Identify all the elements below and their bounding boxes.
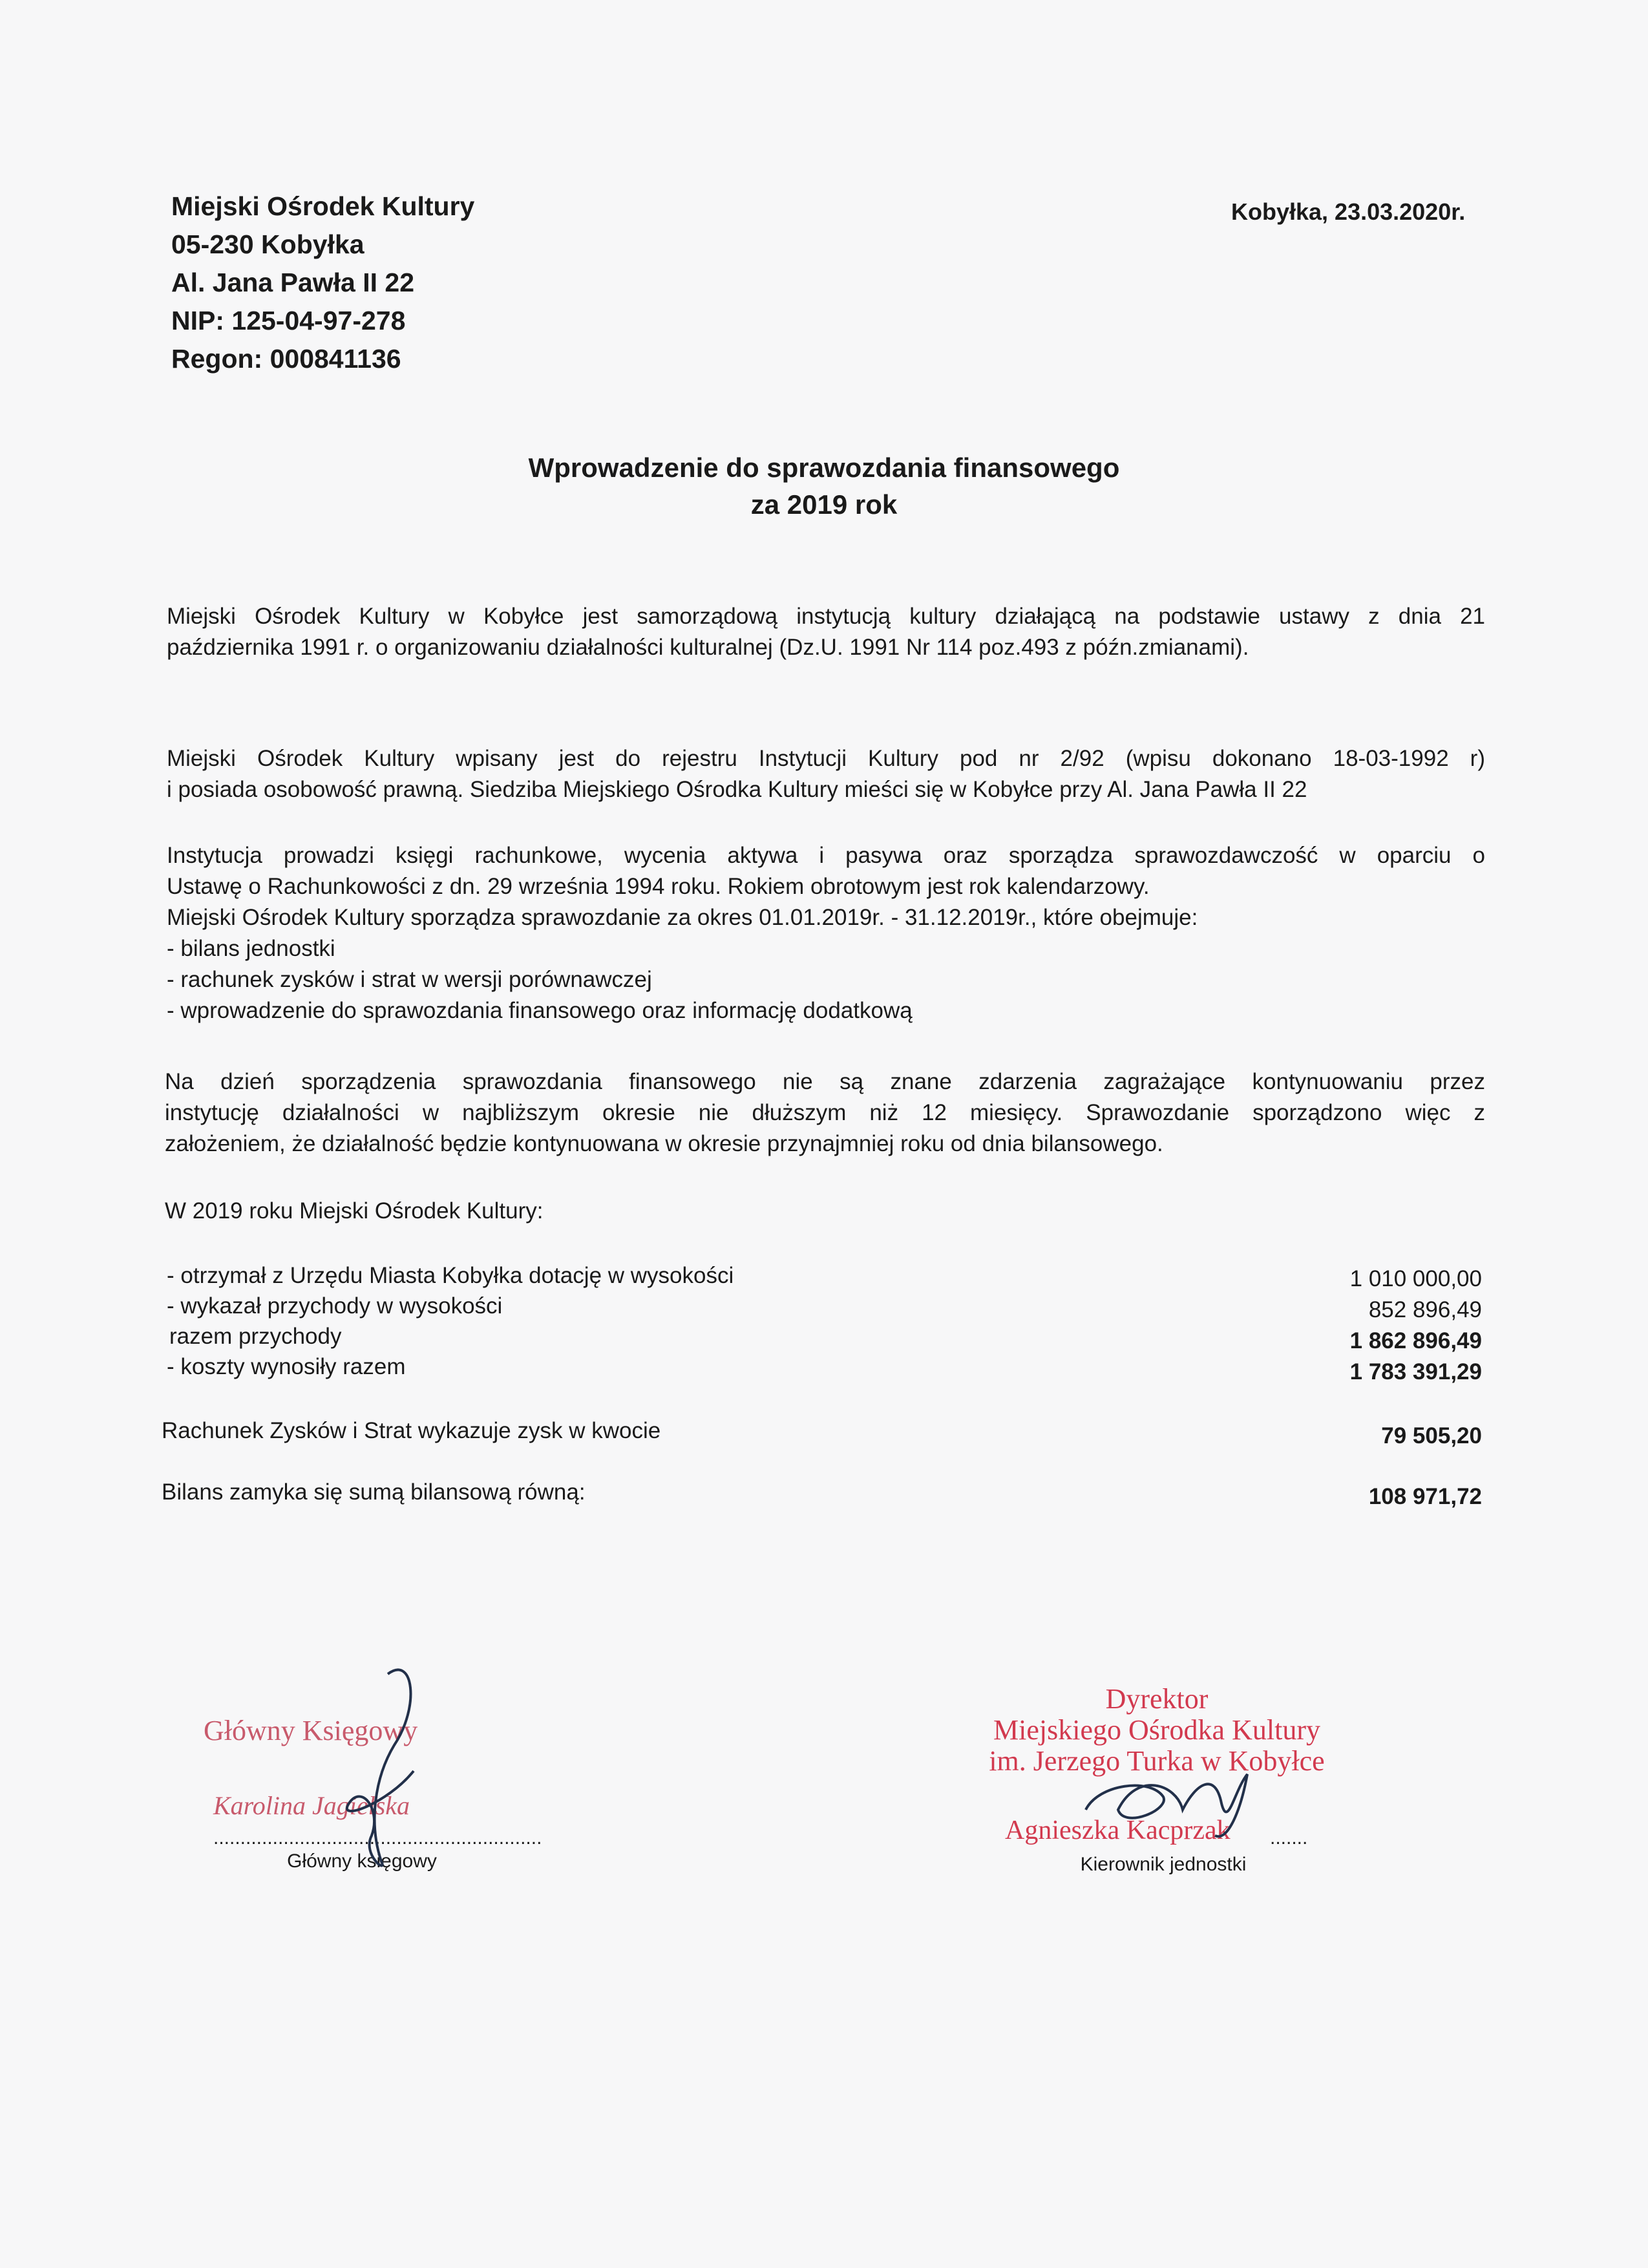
chief-accountant-stamp-title: Główny Księgowy <box>204 1715 418 1746</box>
paragraph-line: Na dzień sporządzenia sprawozdania finansowego nie są znane zdarzenia zagrażające kontynuowaniu przez <box>165 1069 1485 1094</box>
list-item: - wprowadzenie do sprawozdania finansowego oraz informację dodatkową <box>167 998 913 1023</box>
financial-row-value: 1 862 896,49 <box>1349 1328 1482 1353</box>
list-item: - rachunek zysków i strat w wersji porównawczej <box>167 967 652 992</box>
org-street: Al. Jana Pawła II 22 <box>171 268 415 297</box>
paragraph-line: założeniem, że działalność będzie kontynuowana w okresie przynajmniej roku od dnia bilansowego. <box>165 1131 1163 1156</box>
paragraph-line: Instytucja prowadzi księgi rachunkowe, wycenia aktywa i pasywa oraz sporządza sprawozdawczość w oparciu o <box>167 843 1485 868</box>
paragraph-line: Miejski Ośrodek Kultury w Kobyłce jest samorządową instytucją kultury działającą na podstawie ustawy z dnia 21 <box>167 604 1485 629</box>
title-line-1: Wprowadzenie do sprawozdania finansowego <box>528 452 1120 483</box>
list-item: - bilans jednostki <box>167 936 335 961</box>
org-name: Miejski Ośrodek Kultury <box>171 191 475 221</box>
profit-label: Rachunek Zysków i Strat wykazuje zysk w kwocie <box>162 1418 661 1443</box>
financial-row-value: 1 783 391,29 <box>1349 1359 1482 1384</box>
org-nip: NIP: 125-04-97-278 <box>171 306 406 335</box>
financial-row-label: razem przychody <box>169 1324 342 1349</box>
chief-accountant-stamp-name: Karolina Jagielska <box>213 1791 410 1820</box>
signature-dotted-line: ............................................................. <box>213 1827 542 1849</box>
profit-value: 79 505,20 <box>1381 1423 1482 1448</box>
chief-accountant-caption: Główny księgowy <box>287 1850 437 1872</box>
paragraph-line: instytucję działalności w najbliższym okresie nie dłuższym niż 12 miesięcy. Sprawozdanie sporządzono więc z <box>165 1100 1485 1125</box>
paragraph-line: i posiada osobowość prawną. Siedziba Miejskiego Ośrodka Kultury mieści się w Kobyłce przy Al. Jana Pawła II 22 <box>167 777 1307 802</box>
financial-row-label: - koszty wynosiły razem <box>167 1354 406 1379</box>
balance-value: 108 971,72 <box>1368 1484 1482 1509</box>
balance-label: Bilans zamyka się sumą bilansową równą: <box>162 1479 586 1505</box>
paragraph-line: Ustawę o Rachunkowości z dn. 29 września 1994 roku. Rokiem obrotowym jest rok kalendarzowy. <box>167 874 1150 899</box>
paragraph-line: Miejski Ośrodek Kultury wpisany jest do rejestru Instytucji Kultury pod nr 2/92 (wpisu dokonano 18-03-1992 r) <box>167 746 1485 771</box>
place-date: Kobyłka, 23.03.2020r. <box>1231 198 1466 225</box>
financial-row-value: 1 010 000,00 <box>1349 1266 1482 1291</box>
director-caption: Kierownik jednostki <box>1080 1854 1247 1875</box>
paragraph-line: Miejski Ośrodek Kultury sporządza sprawozdanie za okres 01.01.2019r. - 31.12.2019r., które obejmuje: <box>167 905 1198 930</box>
accountant-signature <box>347 1669 414 1865</box>
director-stamp-name: Agnieszka Kacprzak <box>1005 1816 1231 1845</box>
org-regon: Regon: 000841136 <box>171 344 401 374</box>
director-stamp-patron: im. Jerzego Turka w Kobyłce <box>989 1745 1325 1777</box>
title-line-2: za 2019 rok <box>750 489 898 520</box>
signature-dotted-line: ....... <box>1270 1827 1308 1849</box>
director-signature <box>1086 1774 1247 1836</box>
org-postal: 05-230 Kobyłka <box>171 229 364 259</box>
financial-row-label: - wykazał przychody w wysokości <box>167 1293 503 1319</box>
paragraph-5: W 2019 roku Miejski Ośrodek Kultury: <box>165 1198 544 1224</box>
financial-row-label: - otrzymał z Urzędu Miasta Kobyłka dotację w wysokości <box>167 1263 734 1288</box>
paragraph-line: października 1991 r. o organizowaniu działalności kulturalnej (Dz.U. 1991 Nr 114 poz.493 z późn.zmianami). <box>167 635 1249 660</box>
director-stamp-institution: Miejskiego Ośrodka Kultury <box>993 1714 1320 1746</box>
director-stamp-title: Dyrektor <box>1105 1683 1209 1715</box>
financial-row-value: 852 896,49 <box>1368 1297 1482 1322</box>
